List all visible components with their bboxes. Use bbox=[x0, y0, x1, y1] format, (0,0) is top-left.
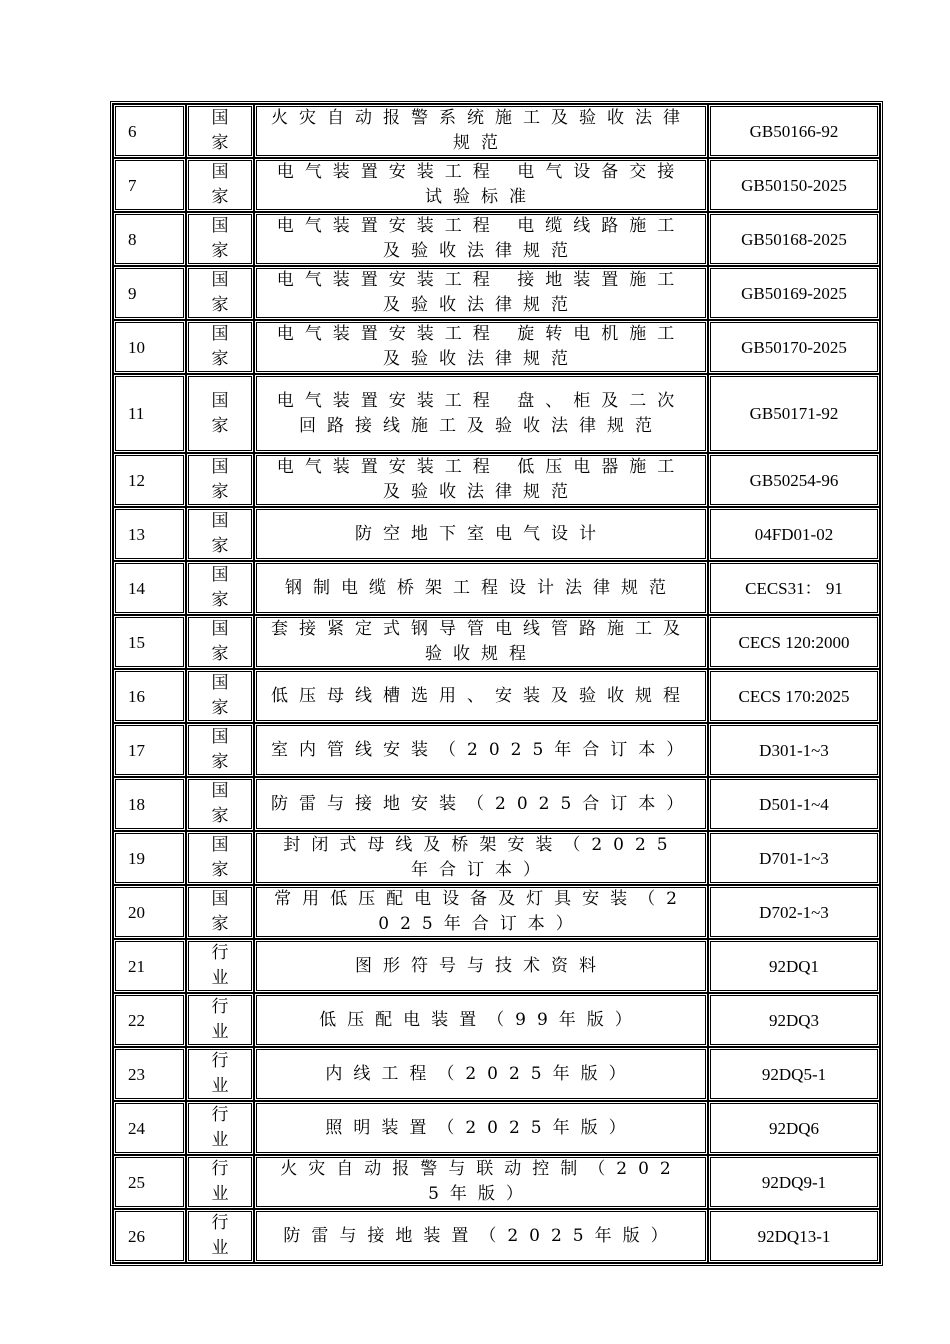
standard-name-text: 防空地下室电气设计 bbox=[355, 523, 607, 544]
standards-table-body bbox=[113, 104, 880, 1263]
standard-code: GB50169-2025 bbox=[708, 266, 880, 320]
row-number: 22 bbox=[113, 993, 186, 1047]
table-row bbox=[113, 104, 880, 158]
standard-level bbox=[186, 158, 254, 212]
standard-code: GB50150-2025 bbox=[708, 158, 880, 212]
standard-code: GB50166-92 bbox=[708, 104, 880, 158]
table-row bbox=[113, 212, 880, 266]
table-row bbox=[113, 507, 880, 561]
standard-name bbox=[254, 885, 708, 939]
standard-name-text: 防雷与接地安装（2025合订本） bbox=[271, 793, 695, 814]
standard-name bbox=[254, 939, 708, 993]
standard-name-text: 低压配电装置（99年版） bbox=[319, 1009, 643, 1030]
standard-code: D301-1~3 bbox=[708, 723, 880, 777]
row-number: 19 bbox=[113, 831, 186, 885]
table-row bbox=[113, 723, 880, 777]
row-number: 17 bbox=[113, 723, 186, 777]
standard-code: GB50171-92 bbox=[708, 374, 880, 453]
standard-name bbox=[254, 1155, 708, 1209]
standard-level bbox=[186, 212, 254, 266]
standard-level-text: 国家 bbox=[211, 162, 229, 207]
standard-name bbox=[254, 723, 708, 777]
row-number: 16 bbox=[113, 669, 186, 723]
standard-code: 92DQ13-1 bbox=[708, 1209, 880, 1263]
standard-level bbox=[186, 104, 254, 158]
standard-level-text: 国家 bbox=[211, 889, 229, 934]
row-number: 8 bbox=[113, 212, 186, 266]
table-row bbox=[113, 993, 880, 1047]
standard-name bbox=[254, 777, 708, 831]
standard-code: D702-1~3 bbox=[708, 885, 880, 939]
standard-name-text: 火灾自动报警系统施工及验收法律规范 bbox=[271, 108, 691, 153]
row-number: 10 bbox=[113, 320, 186, 374]
table-row bbox=[113, 885, 880, 939]
standard-name-text: 低压母线槽选用、安装及验收规程 bbox=[271, 685, 691, 706]
row-number: 7 bbox=[113, 158, 186, 212]
standard-level bbox=[186, 453, 254, 507]
standard-level bbox=[186, 1155, 254, 1209]
standard-level bbox=[186, 1047, 254, 1101]
table-row bbox=[113, 1209, 880, 1263]
row-number: 25 bbox=[113, 1155, 186, 1209]
standard-code: 92DQ9-1 bbox=[708, 1155, 880, 1209]
standard-code: GB50168-2025 bbox=[708, 212, 880, 266]
standard-level-text: 国家 bbox=[211, 835, 229, 880]
standard-level bbox=[186, 1209, 254, 1263]
standard-level-text: 国家 bbox=[211, 324, 229, 369]
standard-level-text: 国家 bbox=[211, 511, 229, 556]
standard-name bbox=[254, 104, 708, 158]
standard-code: CECS31： 91 bbox=[708, 561, 880, 615]
standard-level-text: 国家 bbox=[211, 270, 229, 315]
standard-name bbox=[254, 453, 708, 507]
standard-name bbox=[254, 1047, 708, 1101]
standard-name bbox=[254, 374, 708, 453]
table-row bbox=[113, 374, 880, 453]
standard-level-text: 国家 bbox=[211, 390, 229, 436]
row-number: 23 bbox=[113, 1047, 186, 1101]
standard-name-text: 室内管线安装（2025年合订本） bbox=[271, 739, 695, 760]
standard-level bbox=[186, 939, 254, 993]
standard-name-text: 防雷与接地装置（2025年版） bbox=[283, 1225, 679, 1246]
standard-name bbox=[254, 507, 708, 561]
standard-level-text: 国家 bbox=[211, 619, 229, 664]
table-row bbox=[113, 939, 880, 993]
table-row bbox=[113, 320, 880, 374]
standard-level bbox=[186, 615, 254, 669]
table-row bbox=[113, 615, 880, 669]
table-row bbox=[113, 561, 880, 615]
table-row bbox=[113, 453, 880, 507]
standard-level bbox=[186, 374, 254, 453]
standard-code: 92DQ3 bbox=[708, 993, 880, 1047]
standard-level-text: 国家 bbox=[211, 565, 229, 610]
table-row bbox=[113, 669, 880, 723]
row-number: 6 bbox=[113, 104, 186, 158]
standard-level-text: 行业 bbox=[211, 1213, 229, 1258]
standard-level-text: 行业 bbox=[211, 1105, 229, 1150]
standard-level-text: 国家 bbox=[211, 108, 229, 153]
table-row bbox=[113, 158, 880, 212]
standard-level bbox=[186, 885, 254, 939]
standard-level bbox=[186, 507, 254, 561]
standard-code: D701-1~3 bbox=[708, 831, 880, 885]
table-row bbox=[113, 777, 880, 831]
standard-name bbox=[254, 1101, 708, 1155]
standard-name bbox=[254, 615, 708, 669]
row-number: 21 bbox=[113, 939, 186, 993]
standard-name bbox=[254, 266, 708, 320]
standard-code: CECS 170:2025 bbox=[708, 669, 880, 723]
standard-name bbox=[254, 1209, 708, 1263]
standard-name bbox=[254, 561, 708, 615]
row-number: 18 bbox=[113, 777, 186, 831]
standard-name-text: 钢制电缆桥架工程设计法律规范 bbox=[285, 577, 677, 598]
standard-name bbox=[254, 212, 708, 266]
table-row bbox=[113, 266, 880, 320]
standard-level bbox=[186, 669, 254, 723]
standard-code: 92DQ1 bbox=[708, 939, 880, 993]
row-number: 9 bbox=[113, 266, 186, 320]
standard-code: GB50170-2025 bbox=[708, 320, 880, 374]
standard-level-text: 行业 bbox=[211, 1159, 229, 1204]
standard-level bbox=[186, 1101, 254, 1155]
standard-level bbox=[186, 266, 254, 320]
row-number: 26 bbox=[113, 1209, 186, 1263]
row-number: 11 bbox=[113, 374, 186, 453]
standard-name-text: 照明装置（2025年版） bbox=[325, 1117, 637, 1138]
standard-level bbox=[186, 723, 254, 777]
standard-name bbox=[254, 669, 708, 723]
standard-name-text: 电气装置安装工程 低压电器施工及验收法律规范 bbox=[276, 457, 686, 502]
standard-name bbox=[254, 320, 708, 374]
standard-level bbox=[186, 777, 254, 831]
standard-name bbox=[254, 993, 708, 1047]
standard-level-text: 国家 bbox=[211, 216, 229, 261]
standard-name-text: 火灾自动报警与联动控制（2025年版） bbox=[280, 1159, 682, 1204]
standards-table-page bbox=[112, 103, 864, 1264]
standard-name-text: 图形符号与技术资料 bbox=[355, 955, 607, 976]
standard-level bbox=[186, 561, 254, 615]
standard-name-text: 常用低压配电设备及灯具安装（2025年合订本） bbox=[274, 889, 688, 934]
standard-code: 92DQ6 bbox=[708, 1101, 880, 1155]
standard-name-text: 套接紧定式钢导管电线管路施工及验收规程 bbox=[271, 619, 691, 664]
row-number: 13 bbox=[113, 507, 186, 561]
standard-name-text: 电气装置安装工程 接地装置施工及验收法律规范 bbox=[276, 270, 686, 315]
standard-code: 04FD01-02 bbox=[708, 507, 880, 561]
row-number: 24 bbox=[113, 1101, 186, 1155]
table-row bbox=[113, 1101, 880, 1155]
standard-name-text: 电气装置安装工程 盘、柜及二次回路接线施工及验收法律规范 bbox=[276, 390, 686, 436]
standard-name-text: 电气装置安装工程 旋转电机施工及验收法律规范 bbox=[276, 324, 686, 369]
standard-name-text: 内线工程（2025年版） bbox=[325, 1063, 637, 1084]
standard-level-text: 行业 bbox=[211, 1051, 229, 1096]
standard-name-text: 电气装置安装工程 电缆线路施工及验收法律规范 bbox=[276, 216, 686, 261]
standard-code: D501-1~4 bbox=[708, 777, 880, 831]
standard-name-text: 电气装置安装工程 电气设备交接试验标准 bbox=[276, 162, 686, 207]
table-row bbox=[113, 831, 880, 885]
standard-name bbox=[254, 158, 708, 212]
standard-name bbox=[254, 831, 708, 885]
standard-level-text: 行业 bbox=[211, 943, 229, 988]
table-row bbox=[113, 1155, 880, 1209]
row-number: 15 bbox=[113, 615, 186, 669]
standard-code: 92DQ5-1 bbox=[708, 1047, 880, 1101]
standard-level-text: 国家 bbox=[211, 727, 229, 772]
row-number: 12 bbox=[113, 453, 186, 507]
standard-level bbox=[186, 320, 254, 374]
standard-level-text: 国家 bbox=[211, 781, 229, 826]
row-number: 20 bbox=[113, 885, 186, 939]
standard-level bbox=[186, 993, 254, 1047]
standard-level-text: 国家 bbox=[211, 457, 229, 502]
standard-code: CECS 120:2000 bbox=[708, 615, 880, 669]
standard-level-text: 行业 bbox=[211, 997, 229, 1042]
row-number: 14 bbox=[113, 561, 186, 615]
standards-table bbox=[112, 103, 881, 1264]
standard-level bbox=[186, 831, 254, 885]
table-row bbox=[113, 1047, 880, 1101]
standard-level-text: 国家 bbox=[211, 673, 229, 718]
standard-name-text: 封闭式母线及桥架安装（2025年合订本） bbox=[283, 835, 679, 880]
standard-code: GB50254-96 bbox=[708, 453, 880, 507]
